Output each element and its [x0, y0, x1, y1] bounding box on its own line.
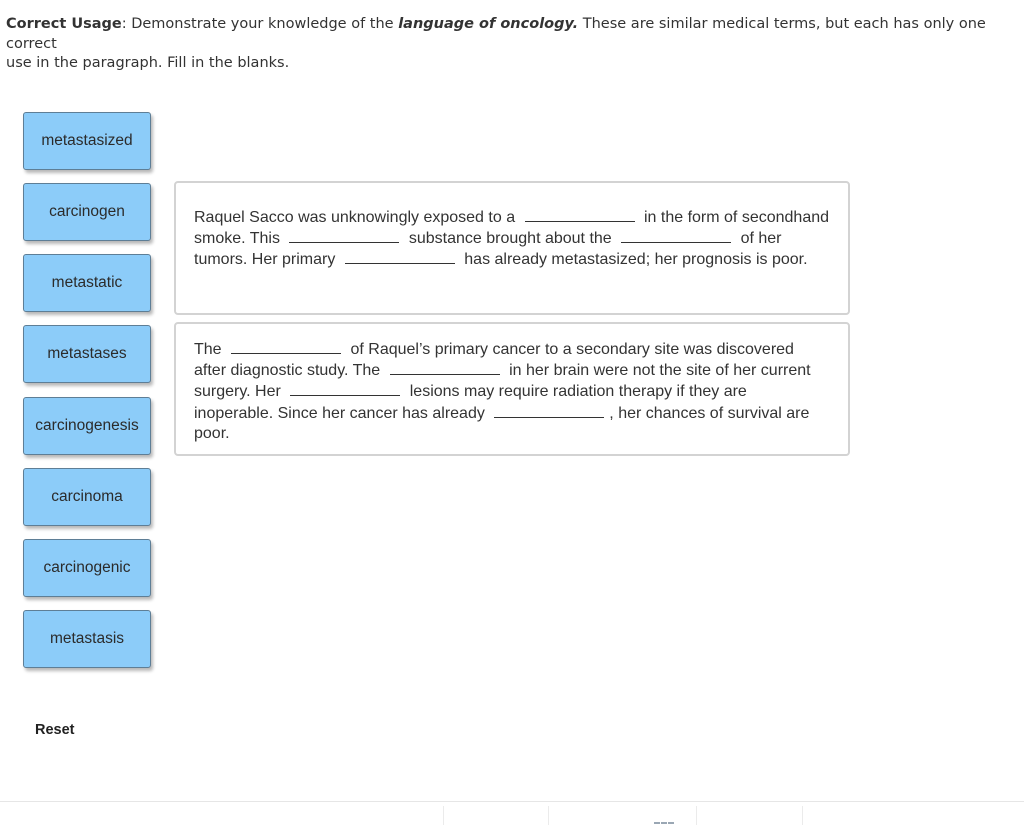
paragraph-1-text-3: substance brought about the [408, 230, 612, 248]
word-chip-carcinogen[interactable]: carcinogen [23, 183, 151, 241]
blank-drop-1[interactable] [525, 207, 635, 222]
blank-drop-7[interactable] [290, 381, 400, 396]
blank-drop-4[interactable] [345, 249, 455, 264]
blank-drop-5[interactable] [231, 339, 341, 354]
paragraph-2-text-4: lesions may require radiation therapy if they are inoperable. Since her cancer has already [194, 383, 747, 422]
reset-button[interactable]: Reset [35, 722, 75, 738]
instructions-text-2: These are similar medical terms, but each has only one correct [6, 16, 986, 52]
footer-separator [696, 806, 697, 825]
paragraph-2-text-3: in her brain were not the site of her current surgery. Her [194, 362, 811, 401]
paragraph-panel-1 [174, 181, 850, 315]
word-chip-metastasis[interactable]: metastasis [23, 610, 151, 668]
paragraph-1-text-4: of her tumors. Her primary [194, 230, 782, 269]
footer-dash-icon [654, 822, 674, 826]
word-chip-metastasized[interactable]: metastasized [23, 112, 151, 170]
blank-drop-6[interactable] [390, 360, 500, 375]
word-chip-carcinoma[interactable]: carcinoma [23, 468, 151, 526]
blank-drop-3[interactable] [621, 228, 731, 243]
word-chip-carcinogenic[interactable]: carcinogenic [23, 539, 151, 597]
footer-divider [0, 801, 1024, 802]
footer-separator [443, 806, 444, 825]
blank-drop-2[interactable] [289, 228, 399, 243]
paragraph-1-text-1: Raquel Sacco was unknowingly exposed to a [194, 209, 516, 226]
instructions-text-1: : Demonstrate your knowledge of the [121, 16, 399, 32]
word-chip-carcinogenesis[interactable]: carcinogenesis [23, 397, 151, 455]
instructions-emphasis: language of oncology. [398, 16, 579, 32]
paragraph-panel-2 [174, 322, 850, 456]
word-chip-metastatic[interactable]: metastatic [23, 254, 151, 312]
paragraph-2-text-1: The [194, 341, 222, 358]
paragraph-1-text-2: in the form of secondhand smoke. This [194, 209, 830, 248]
instructions [6, 15, 1016, 74]
footer-separator [802, 806, 803, 825]
paragraph-2-text-5: , her chances of survival are poor. [194, 404, 810, 442]
instructions-text-3: use in the paragraph. Fill in the blanks. [6, 55, 290, 71]
paragraph-1-text-5: has already metastasized; her prognosis is poor. [464, 251, 808, 269]
word-chip-metastases[interactable]: metastases [23, 325, 151, 383]
footer-separator [548, 806, 549, 825]
instructions-lead: Correct Usage [6, 16, 122, 32]
blank-drop-8[interactable] [494, 403, 604, 418]
paragraph-2-text-2: of Raquel’s primary cancer to a secondary site was discovered after diagnostic study. The [194, 341, 794, 380]
